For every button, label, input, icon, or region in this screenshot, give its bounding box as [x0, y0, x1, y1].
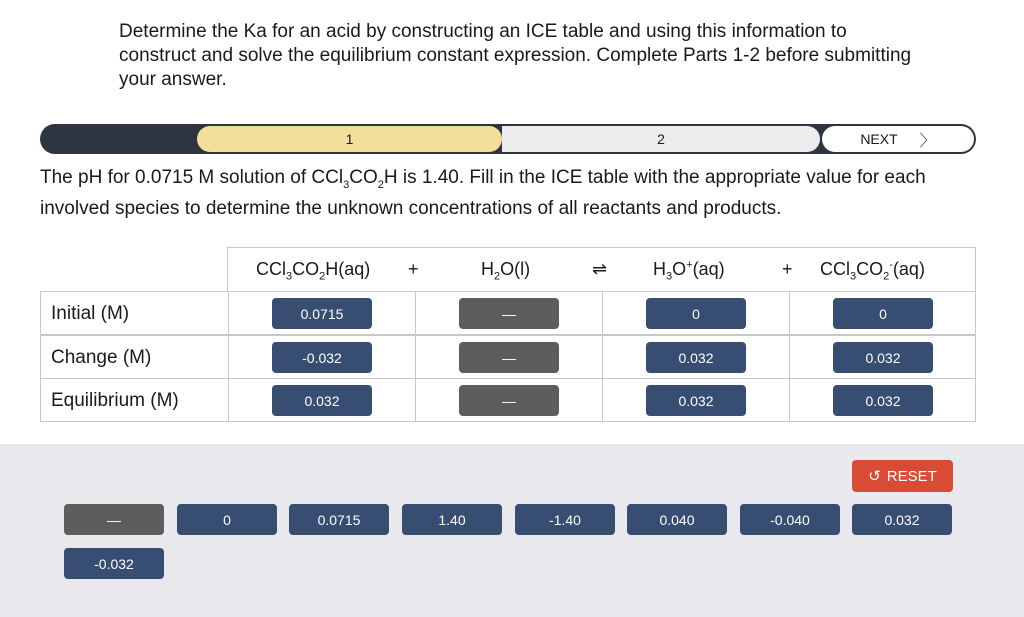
question-text	[40, 166, 990, 221]
answer-tile-tray	[0, 444, 1024, 617]
step-progress-bar	[40, 124, 976, 154]
species-hydronium: $H_3O^+(aq)$	[653, 259, 725, 283]
cell-base-change[interactable]: 0.032	[833, 342, 933, 373]
next-button[interactable]	[822, 126, 974, 152]
question-part-1: The pH for 0.0715 M solution of CCl	[40, 167, 344, 188]
row-label: Initial (M)	[51, 303, 130, 324]
question-sub-2: 2	[377, 178, 384, 191]
chevron-right-icon: 〉	[919, 132, 936, 150]
cell-base-equilibrium[interactable]: 0.032	[833, 385, 933, 416]
question-part-3: H is 1.40. Fill in the ICE table with the appropriate value for each involved species to determine the unknown concentrations of all reactants and products.	[40, 167, 926, 219]
tile-0-040[interactable]: 0.040	[627, 504, 727, 535]
cell-water-equilibrium[interactable]: —	[459, 385, 559, 416]
step-1-tab[interactable]: 1	[197, 126, 502, 152]
plus-sign-2: +	[782, 259, 793, 279]
row-label: Equilibrium (M)	[51, 390, 179, 411]
instructions-text: Determine the Ka for an acid by constructing an ICE table and using this information to construct and solve the equilibrium constant expression. Complete Parts 1-2 before submitting your answer.	[119, 21, 912, 90]
cell-water-initial[interactable]: —	[459, 298, 559, 329]
reset-label: RESET	[886, 467, 937, 485]
cell-water-change[interactable]: —	[459, 342, 559, 373]
reset-icon: ↺	[868, 468, 881, 485]
cell-hydronium-initial[interactable]: 0	[646, 298, 746, 329]
question-part-2: CO	[349, 167, 378, 188]
plus-sign-1: +	[408, 259, 419, 279]
species-acid: $CCl_3CO_2H(aq)$	[256, 259, 371, 283]
step-2-tab[interactable]: 2	[502, 126, 820, 152]
question-sub-3: 3	[343, 178, 350, 191]
next-label: NEXT	[860, 131, 898, 147]
tile-neg-0-040[interactable]: -0.040	[740, 504, 840, 535]
tile-1-40[interactable]: 1.40	[402, 504, 502, 535]
equilibrium-arrow-icon: ⇌	[592, 259, 608, 279]
tile-0-032[interactable]: 0.032	[852, 504, 952, 535]
ice-table-header	[227, 247, 976, 291]
tile-neg-1-40[interactable]: -1.40	[515, 504, 615, 535]
tile-0-0715[interactable]: 0.0715	[289, 504, 389, 535]
cell-acid-change[interactable]: -0.032	[272, 342, 372, 373]
species-water: $H_2O(l)$	[481, 259, 531, 283]
species-conjugate-base: $CCl_3CO_2^-(aq)$	[820, 259, 925, 283]
ice-table	[40, 247, 976, 422]
tile-dash[interactable]: —	[64, 504, 164, 535]
row-label: Change (M)	[51, 347, 152, 368]
cell-base-initial[interactable]: 0	[833, 298, 933, 329]
reset-button[interactable]	[852, 460, 953, 492]
cell-hydronium-change[interactable]: 0.032	[646, 342, 746, 373]
ice-row-initial	[40, 291, 976, 335]
tile-neg-0-032[interactable]: -0.032	[64, 548, 164, 579]
cell-hydronium-equilibrium[interactable]: 0.032	[646, 385, 746, 416]
ice-row-change	[40, 335, 976, 379]
ice-row-equilibrium	[40, 378, 976, 422]
cell-acid-initial[interactable]: 0.0715	[272, 298, 372, 329]
tile-zero[interactable]: 0	[177, 504, 277, 535]
cell-acid-equilibrium[interactable]: 0.032	[272, 385, 372, 416]
